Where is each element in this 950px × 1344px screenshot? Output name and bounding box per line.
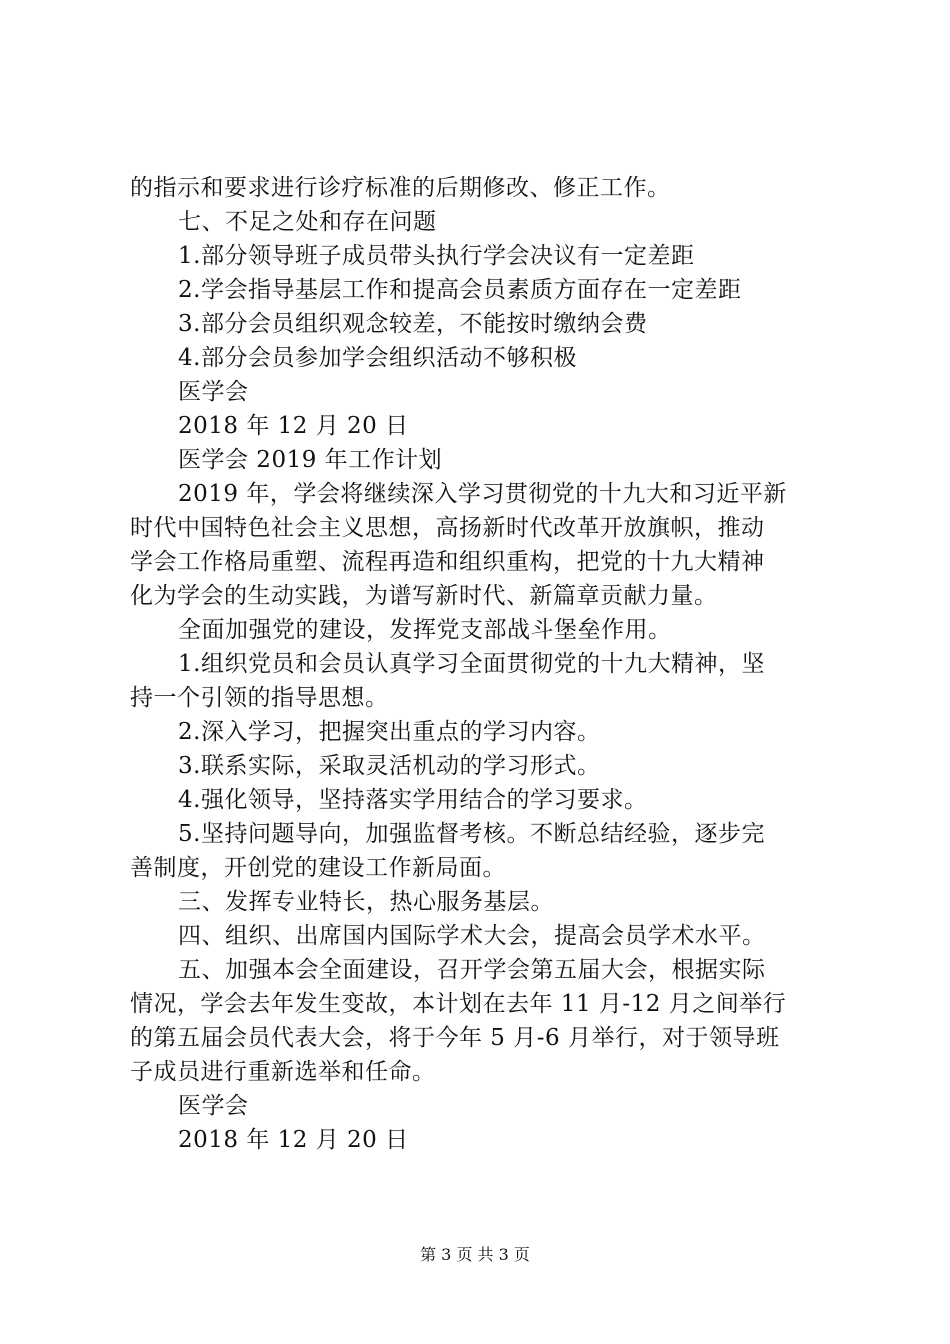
section-heading-3: 三、发挥专业特长，热心服务基层。 xyxy=(178,889,554,915)
intro-paragraph-line: 时代中国特色社会主义思想，高扬新时代改革开放旗帜，推动 xyxy=(130,515,765,541)
plan-item-2: 2.深入学习，把握突出重点的学习内容。 xyxy=(178,719,601,745)
document-body xyxy=(130,171,830,1157)
section-heading-4: 四、组织、出席国内国际学术大会，提高会员学术水平。 xyxy=(178,923,766,949)
problem-item-3: 3.部分会员组织观念较差，不能按时缴纳会费 xyxy=(178,311,648,337)
signature-date: 2018 年 12 月 20 日 xyxy=(178,413,409,439)
plan-item-4: 4.强化领导，坚持落实学用结合的学习要求。 xyxy=(178,787,648,813)
plan-item-5-cont: 善制度，开创党的建设工作新局面。 xyxy=(130,855,506,881)
problem-item-1: 1.部分领导班子成员带头执行学会决议有一定差距 xyxy=(178,243,695,269)
section-heading-7: 七、不足之处和存在问题 xyxy=(178,209,437,235)
intro-paragraph-line: 学会工作格局重塑、流程再造和组织重构，把党的十九大精神 xyxy=(130,549,765,575)
signature-org: 医学会 xyxy=(178,379,249,405)
section-heading-party: 全面加强党的建设，发挥党支部战斗堡垒作用。 xyxy=(178,617,672,643)
problem-item-2: 2.学会指导基层工作和提高会员素质方面存在一定差距 xyxy=(178,277,742,303)
intro-paragraph-line: 化为学会的生动实践，为谱写新时代、新篇章贡献力量。 xyxy=(130,583,718,609)
section-5-line: 的第五届会员代表大会，将于今年 5 月-6 月举行，对于领导班 xyxy=(130,1025,780,1051)
plan-title: 医学会 2019 年工作计划 xyxy=(178,447,443,473)
plan-item-3: 3.联系实际，采取灵活机动的学习形式。 xyxy=(178,753,601,779)
section-5-line: 子成员进行重新选举和任命。 xyxy=(130,1059,436,1085)
signature-date: 2018 年 12 月 20 日 xyxy=(178,1127,409,1153)
plan-item-5: 5.坚持问题导向，加强监督考核。不断总结经验，逐步完 xyxy=(178,821,765,847)
intro-paragraph-line: 2019 年，学会将继续深入学习贯彻党的十九大和习近平新 xyxy=(178,481,787,507)
plan-item-1-cont: 持一个引领的指导思想。 xyxy=(130,685,389,711)
section-5-line: 情况，学会去年发生变故，本计划在去年 11 月-12 月之间举行 xyxy=(130,991,787,1017)
text-line-continuation: 的指示和要求进行诊疗标准的后期修改、修正工作。 xyxy=(130,175,671,201)
signature-org: 医学会 xyxy=(178,1093,249,1119)
problem-item-4: 4.部分会员参加学会组织活动不够积极 xyxy=(178,345,577,371)
page-number-footer: 第 3 页 共 3 页 xyxy=(420,1245,530,1264)
plan-item-1: 1.组织党员和会员认真学习全面贯彻党的十九大精神，坚 xyxy=(178,651,765,677)
section-heading-5: 五、加强本会全面建设，召开学会第五届大会，根据实际 xyxy=(178,957,766,983)
